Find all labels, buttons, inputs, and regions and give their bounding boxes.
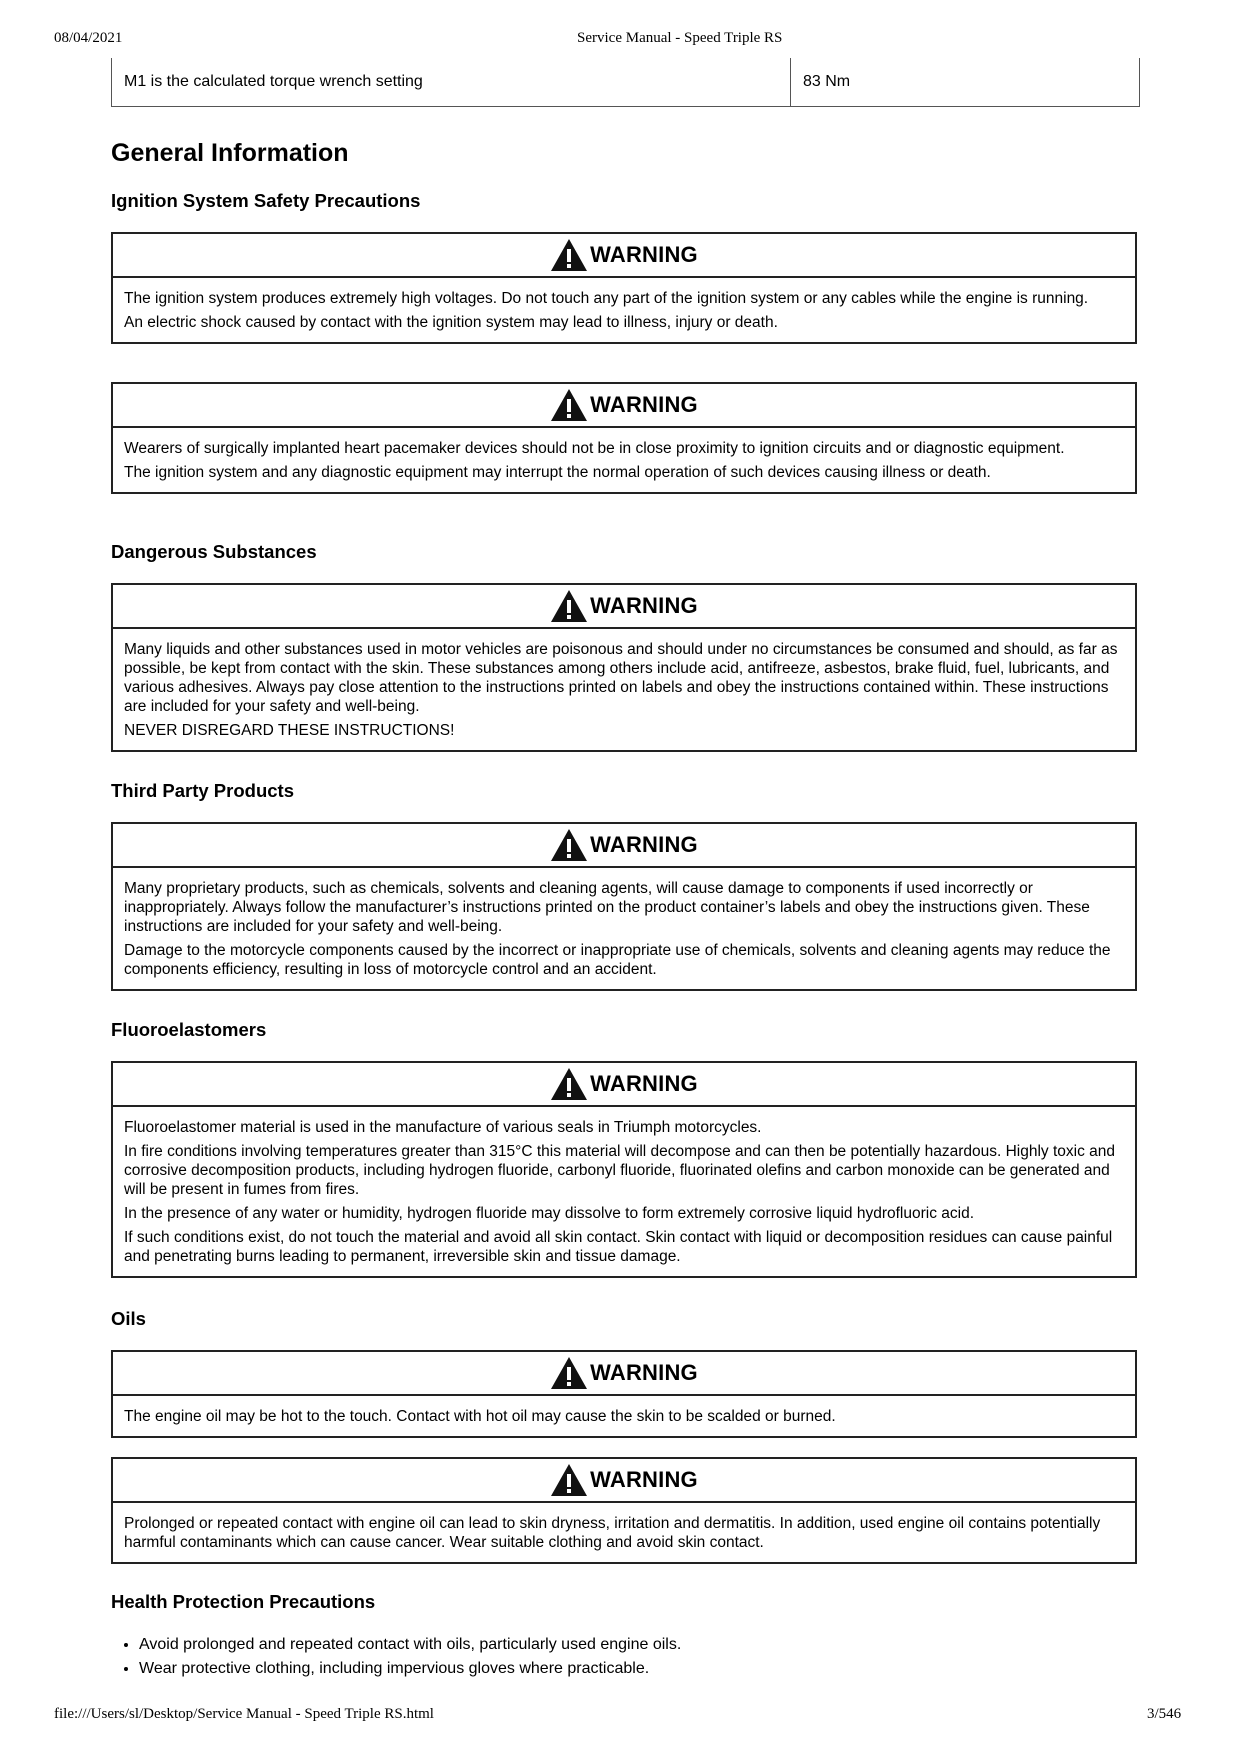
warning-header — [113, 1352, 1135, 1396]
warning-paragraph: In the presence of any water or humidity, hydrogen fluoride may dissolve to form extremely corrosive liquid hydrofluoric acid. — [124, 1205, 975, 1222]
warning-paragraph: Fluoroelastomer material is used in the manufacture of various seals in Triumph motorcycles. — [124, 1119, 762, 1136]
section-title: General Information — [111, 139, 349, 167]
warning-triangle-icon — [550, 828, 590, 862]
warning-paragraph: The ignition system and any diagnostic equipment may interrupt the normal operation of such devices causing illness or death. — [124, 464, 991, 481]
warning-paragraph: Wearers of surgically implanted heart pacemaker devices should not be in close proximity to ignition circuits and or diagnostic equipment. — [124, 440, 1065, 457]
warning-box — [111, 1457, 1137, 1564]
warning-title: WARNING — [590, 242, 698, 267]
warning-header — [113, 1063, 1135, 1107]
health-bullet-list — [111, 1633, 681, 1681]
warning-paragraph: Many liquids and other substances used in motor vehicles are poisonous and should under no circumstances be consumed and should, as far as possible, be kept from contact with the skin. These substances among others include acid, antifreeze, asbestos, brake fluid, fuel, lubricants, and various adhesives. Always pay close attention to the instructions printed on labels and obey the instructions contained within. These instructions are included for your safety and well-being. — [124, 641, 1118, 715]
warning-paragraph: An electric shock caused by contact with the ignition system may lead to illness, injury or death. — [124, 314, 778, 331]
warning-body — [113, 428, 1135, 492]
print-date: 08/04/2021 — [54, 30, 123, 46]
warning-paragraph: Many proprietary products, such as chemicals, solvents and cleaning agents, will cause damage to components if used incorrectly or inappropriately. Always follow the manufacturer’s instructions printed on the product container’s labels and obey the instructions given. These instructions are included for your safety and well-being. — [124, 880, 1090, 935]
warning-body — [113, 1107, 1135, 1276]
warning-triangle-icon — [550, 1356, 590, 1390]
warning-triangle-icon — [550, 388, 590, 422]
warning-paragraph: NEVER DISREGARD THESE INSTRUCTIONS! — [124, 722, 455, 739]
warning-triangle-icon — [550, 589, 590, 623]
table-row — [112, 58, 1140, 107]
list-item: • Wear protective clothing, including impervious gloves where practicable. — [139, 1657, 681, 1681]
warning-title: WARNING — [590, 392, 698, 417]
torque-label: M1 is the calculated torque wrench setting — [112, 58, 791, 107]
page-number: 3/546 — [1147, 1706, 1182, 1722]
warning-triangle-icon — [550, 1067, 590, 1101]
torque-value: 83 Nm — [791, 58, 1140, 107]
torque-table — [111, 58, 1140, 107]
warning-header — [113, 234, 1135, 278]
subsection-oils: Oils — [111, 1308, 146, 1329]
warning-title: WARNING — [590, 1360, 698, 1385]
subsection-third-party: Third Party Products — [111, 780, 294, 801]
warning-triangle-icon — [550, 1463, 590, 1497]
warning-title: WARNING — [590, 593, 698, 618]
warning-header — [113, 585, 1135, 629]
warning-box — [111, 1061, 1137, 1278]
warning-body — [113, 629, 1135, 750]
warning-paragraph: Damage to the motorcycle components caused by the incorrect or inappropriate use of chemicals, solvents and cleaning agents may reduce the components efficiency, resulting in loss of motorcycle control and an accident. — [124, 942, 1111, 978]
warning-paragraph: Prolonged or repeated contact with engine oil can lead to skin dryness, irritation and dermatitis. In addition, used engine oil contains potentially harmful contaminants which can cause cancer. Wear suitable clothing and avoid skin contact. — [124, 1515, 1101, 1551]
footer-path: file:///Users/sl/Desktop/Service Manual - Speed Triple RS.html — [54, 1706, 434, 1722]
print-title: Service Manual - Speed Triple RS — [577, 30, 783, 46]
warning-body — [113, 868, 1135, 989]
warning-paragraph: The ignition system produces extremely high voltages. Do not touch any part of the ignition system or any cables while the engine is running. — [124, 290, 1089, 307]
warning-triangle-icon — [550, 238, 590, 272]
warning-header — [113, 824, 1135, 868]
subsection-health: Health Protection Precautions — [111, 1591, 376, 1612]
warning-box — [111, 1350, 1137, 1438]
subsection-ignition: Ignition System Safety Precautions — [111, 190, 421, 211]
list-item: • Avoid prolonged and repeated contact with oils, particularly used engine oils. — [139, 1633, 681, 1657]
warning-paragraph: The engine oil may be hot to the touch. Contact with hot oil may cause the skin to be scalded or burned. — [124, 1408, 836, 1425]
warning-body — [113, 278, 1135, 342]
subsection-dangerous: Dangerous Substances — [111, 541, 317, 562]
warning-title: WARNING — [590, 832, 698, 857]
warning-title: WARNING — [590, 1467, 698, 1492]
warning-box — [111, 382, 1137, 494]
warning-paragraph: In fire conditions involving temperatures greater than 315°C this material will decompose and can then be potentially hazardous. Highly toxic and corrosive decomposition products, including hydrogen fluoride, carbonyl fluoride, fluorinated olefins and carbon monoxide can be generated and will be present in fumes from fires. — [124, 1143, 1116, 1198]
warning-body — [113, 1396, 1135, 1436]
warning-box — [111, 822, 1137, 991]
warning-title: WARNING — [590, 1071, 698, 1096]
warning-box — [111, 232, 1137, 344]
warning-header — [113, 1459, 1135, 1503]
subsection-fluoroelastomers: Fluoroelastomers — [111, 1019, 267, 1040]
warning-paragraph: If such conditions exist, do not touch the material and avoid all skin contact. Skin contact with liquid or decomposition residues can cause painful and penetrating burns leading to permanent, irreversible skin and tissue damage. — [124, 1229, 1113, 1265]
warning-header — [113, 384, 1135, 428]
warning-box — [111, 583, 1137, 752]
warning-body — [113, 1503, 1135, 1562]
